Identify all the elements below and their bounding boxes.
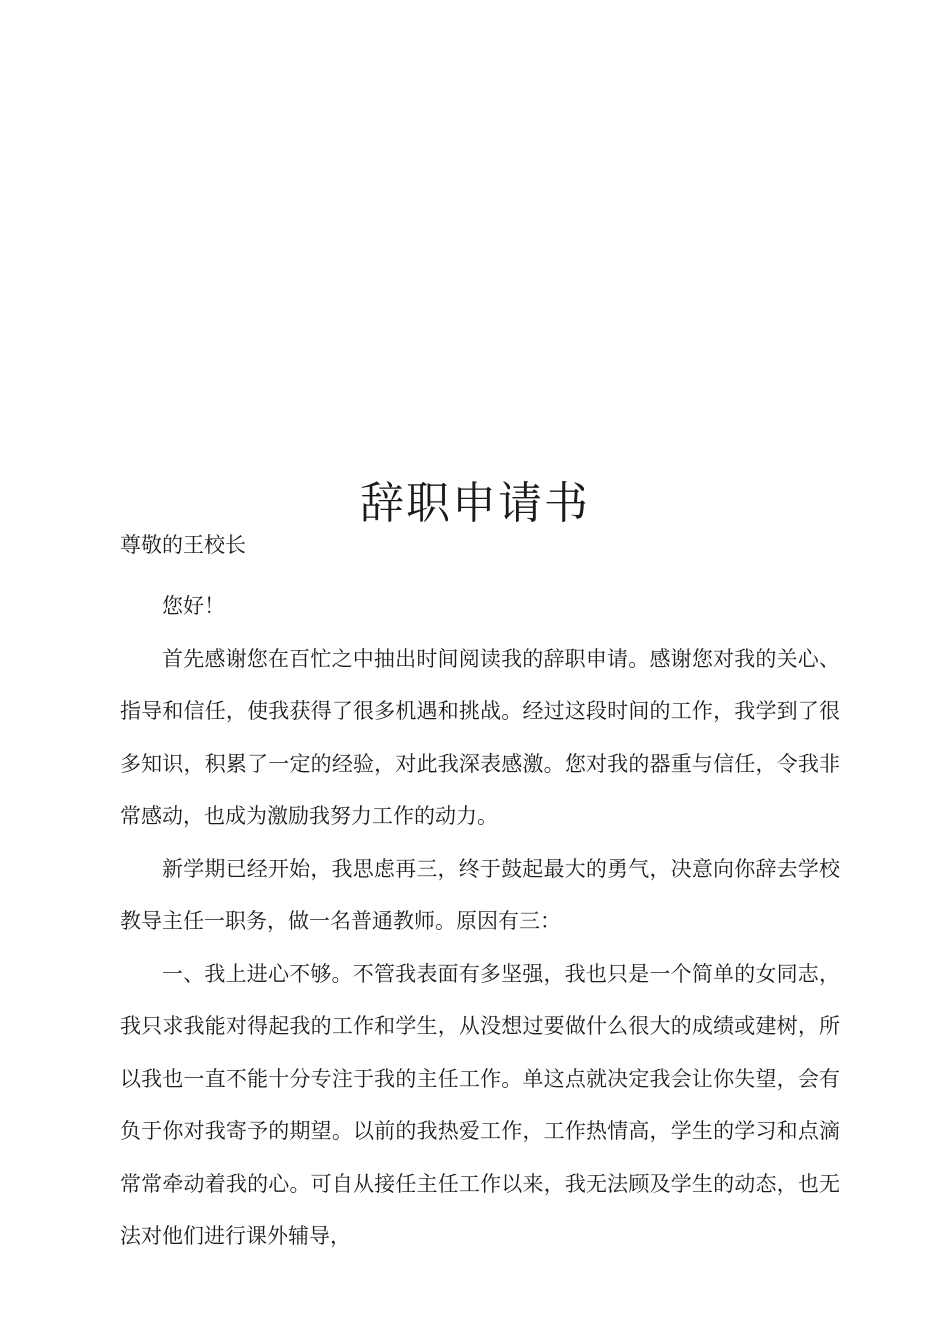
- paragraph-thanks: 首先感谢您在百忙之中抽出时间阅读我的辞职申请。感谢您对我的关心、指导和信任，使我获得了很多机遇和挑战。经过这段时间的工作，我学到了很多知识，积累了一定的经验，对此我深表感激。您对我的器重与信任，令我非常感动，也成为激励我努力工作的动力。: [120, 646, 840, 828]
- letter-body: [120, 580, 840, 1263]
- document-title: 辞职申请书: [360, 478, 590, 529]
- paragraph-decision: 新学期已经开始，我思虑再三，终于鼓起最大的勇气，决意向你辞去学校教导主任一职务，做一名普通教师。原因有三：: [120, 856, 840, 933]
- greeting: 您好！: [162, 594, 225, 618]
- salutation: 尊敬的王校长: [120, 533, 246, 557]
- paragraph-reason-one: 一、我上进心不够。不管我表面有多坚强，我也只是一个简单的女同志，我只求我能对得起我的工作和学生，从没想过要做什么很大的成绩或建树，所以我也一直不能十分专注于我的主任工作。单这点就决定我会让你失望，会有负于你对我寄予的期望。以前的我热爱工作，工作热情高，学生的学习和点滴常常牵动着我的心。可自从接任主任工作以来，我无法顾及学生的动态，也无法对他们进行课外辅导，: [120, 961, 840, 1248]
